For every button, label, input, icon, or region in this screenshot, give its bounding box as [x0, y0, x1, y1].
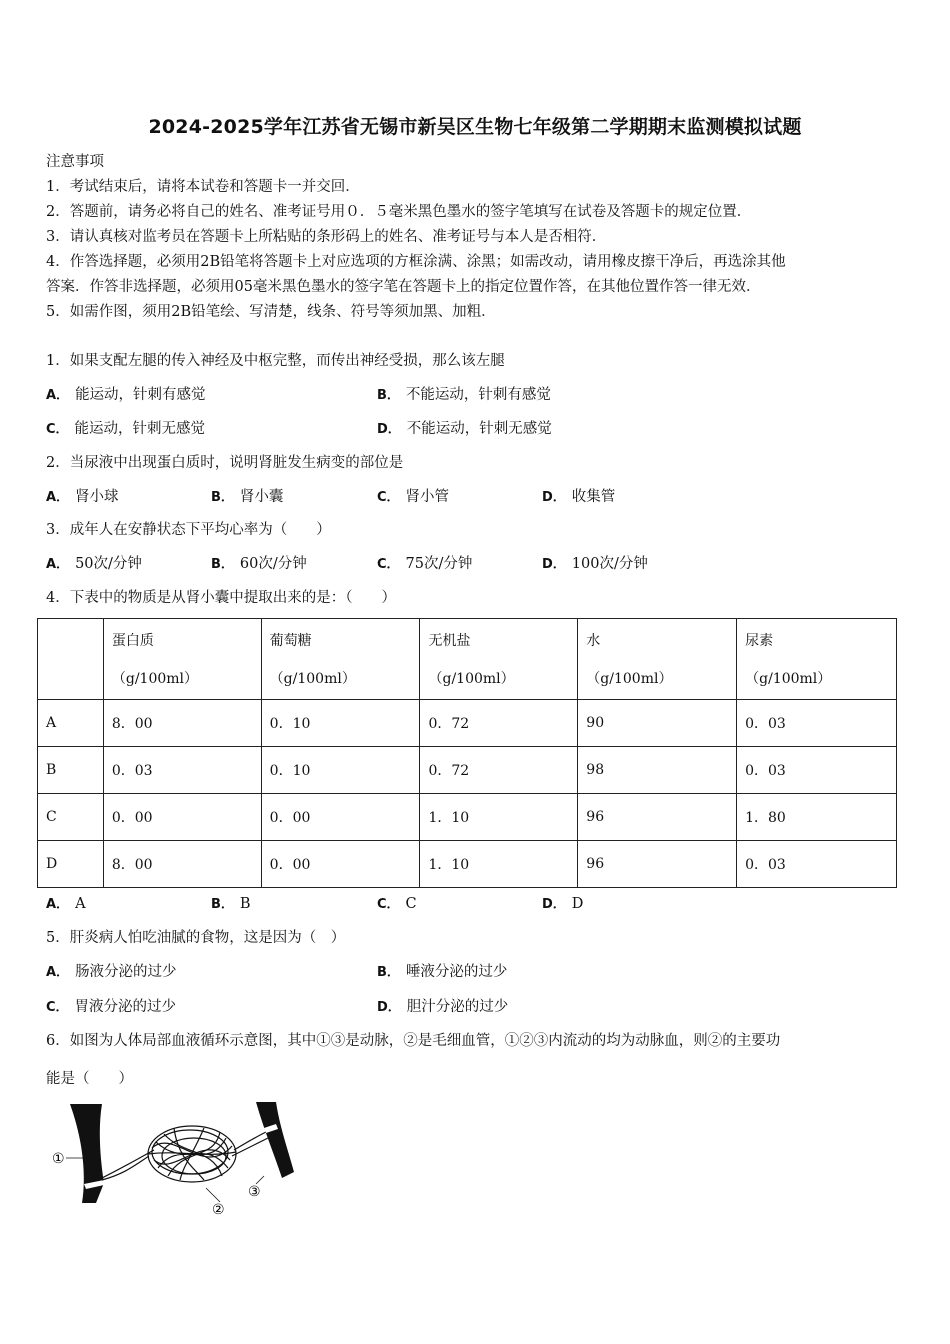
- table-cell: 0．00: [103, 794, 261, 841]
- row-label: A: [38, 700, 104, 747]
- notice-heading: 注意事项: [46, 154, 104, 170]
- notice-item: 4．作答选择题，必须用2B铅笔将答题卡上对应选项的方框涂满、涂黑；如需改动，请用橡皮擦干净后，再选涂其他: [46, 254, 786, 270]
- table-header-cell: 尿素 （g/100ml）: [737, 619, 897, 700]
- q1-option-b[interactable]: B． 不能运动，针刺有感觉: [377, 387, 551, 403]
- q4-option-d[interactable]: D． D: [542, 896, 584, 912]
- figure-label-1: ①: [52, 1151, 65, 1167]
- table-header-cell: 无机盐 （g/100ml）: [420, 619, 578, 700]
- table-row: [38, 794, 897, 841]
- q1-option-d[interactable]: D． 不能运动，针刺无感觉: [377, 421, 552, 437]
- q5-stem: 5．肝炎病人怕吃油腻的食物，这是因为（ ）: [46, 930, 346, 946]
- table-cell: 0．72: [420, 747, 578, 794]
- q2-option-a[interactable]: A． 肾小球: [46, 489, 119, 505]
- table-row: [38, 841, 897, 888]
- q1-option-a[interactable]: A． 能运动，针刺有感觉: [46, 387, 206, 403]
- q4-option-b[interactable]: B． B: [211, 896, 251, 912]
- q3-option-c[interactable]: C． 75次/分钟: [377, 556, 473, 572]
- figure-label-2: ②: [212, 1202, 225, 1218]
- q5-option-c[interactable]: C． 胃液分泌的过少: [46, 999, 177, 1015]
- table-cell: 0．03: [103, 747, 261, 794]
- table-header-cell: 蛋白质 （g/100ml）: [103, 619, 261, 700]
- q6-stem-line1: 6．如图为人体局部血液循环示意图，其中①③是动脉，②是毛细血管，①②③内流动的均为动脉血，则②的主要功: [46, 1033, 781, 1049]
- table-cell: 1．80: [737, 794, 897, 841]
- q1-stem: 1．如果支配左腿的传入神经及中枢完整，而传出神经受损，那么该左腿: [46, 353, 505, 369]
- table-cell: 0．72: [420, 700, 578, 747]
- q3-stem: 3．成年人在安静状态下平均心率为（ ）: [46, 522, 331, 538]
- q1-option-c[interactable]: C． 能运动，针刺无感觉: [46, 421, 206, 437]
- table-cell: 0．10: [261, 700, 420, 747]
- q2-stem: 2．当尿液中出现蛋白质时，说明肾脏发生病变的部位是: [46, 455, 404, 471]
- q3-option-a[interactable]: A． 50次/分钟: [46, 556, 142, 572]
- q4-option-c[interactable]: C． C: [377, 896, 417, 912]
- notice-item: 3．请认真核对监考员在答题卡上所粘贴的条形码上的姓名、准考证号与本人是否相符．: [46, 229, 607, 245]
- table-header-row: [38, 619, 897, 700]
- q3-option-d[interactable]: D． 100次/分钟: [542, 556, 648, 572]
- table-cell: 8．00: [103, 841, 261, 888]
- table-row: [38, 700, 897, 747]
- page-title: 2024-2025学年江苏省无锡市新吴区生物七年级第二学期期末监测模拟试题: [148, 116, 802, 138]
- table-cell: 0．10: [261, 747, 420, 794]
- table-cell: 0．03: [737, 700, 897, 747]
- table-cell: 0．00: [261, 841, 420, 888]
- notice-item: 5．如需作图，须用2B铅笔绘、写清楚，线条、符号等须加黑、加粗．: [46, 304, 496, 320]
- table-cell: 1．10: [420, 794, 578, 841]
- q2-option-d[interactable]: D． 收集管: [542, 489, 616, 505]
- notice-item: 答案．作答非选择题，必须用05毫米黑色墨水的签字笔在答题卡上的指定位置作答，在其他位置作答一律无效．: [46, 279, 761, 295]
- table-cell: 0．03: [737, 841, 897, 888]
- table-cell: 96: [578, 794, 737, 841]
- notice-item: 2．答题前，请务必将自己的姓名、准考证号用０．５毫米黑色墨水的签字笔填写在试卷及答题卡的规定位置．: [46, 204, 752, 220]
- q4-option-a[interactable]: A． A: [46, 896, 86, 912]
- table-cell: 98: [578, 747, 737, 794]
- table-cell: 1．10: [420, 841, 578, 888]
- table-cell: 0．03: [737, 747, 897, 794]
- row-label: C: [38, 794, 104, 841]
- row-label: D: [38, 841, 104, 888]
- q5-option-b[interactable]: B． 唾液分泌的过少: [377, 964, 508, 980]
- figure-label-3: ③: [248, 1184, 261, 1200]
- table-row: [38, 747, 897, 794]
- table-cell: 90: [578, 700, 737, 747]
- q5-option-d[interactable]: D． 胆汁分泌的过少: [377, 999, 509, 1015]
- table-corner-cell: [38, 619, 104, 700]
- q2-option-b[interactable]: B． 肾小囊: [211, 489, 284, 505]
- q6-stem-line2: 能是（ ）: [46, 1071, 133, 1087]
- q5-option-a[interactable]: A． 肠液分泌的过少: [46, 964, 177, 980]
- table-header-cell: 水 （g/100ml）: [578, 619, 737, 700]
- q2-option-c[interactable]: C． 肾小管: [377, 489, 450, 505]
- table-header-cell: 葡萄糖 （g/100ml）: [261, 619, 420, 700]
- q3-option-b[interactable]: B． 60次/分钟: [211, 556, 307, 572]
- blood-circulation-diagram: [44, 1098, 304, 1223]
- q4-stem: 4．下表中的物质是从肾小囊中提取出来的是：（ ）: [46, 590, 396, 606]
- row-label: B: [38, 747, 104, 794]
- notice-item: 1．考试结束后，请将本试卷和答题卡一并交回．: [46, 179, 360, 195]
- q4-data-table: [37, 618, 897, 888]
- table-cell: 8．00: [103, 700, 261, 747]
- table-cell: 0．00: [261, 794, 420, 841]
- table-cell: 96: [578, 841, 737, 888]
